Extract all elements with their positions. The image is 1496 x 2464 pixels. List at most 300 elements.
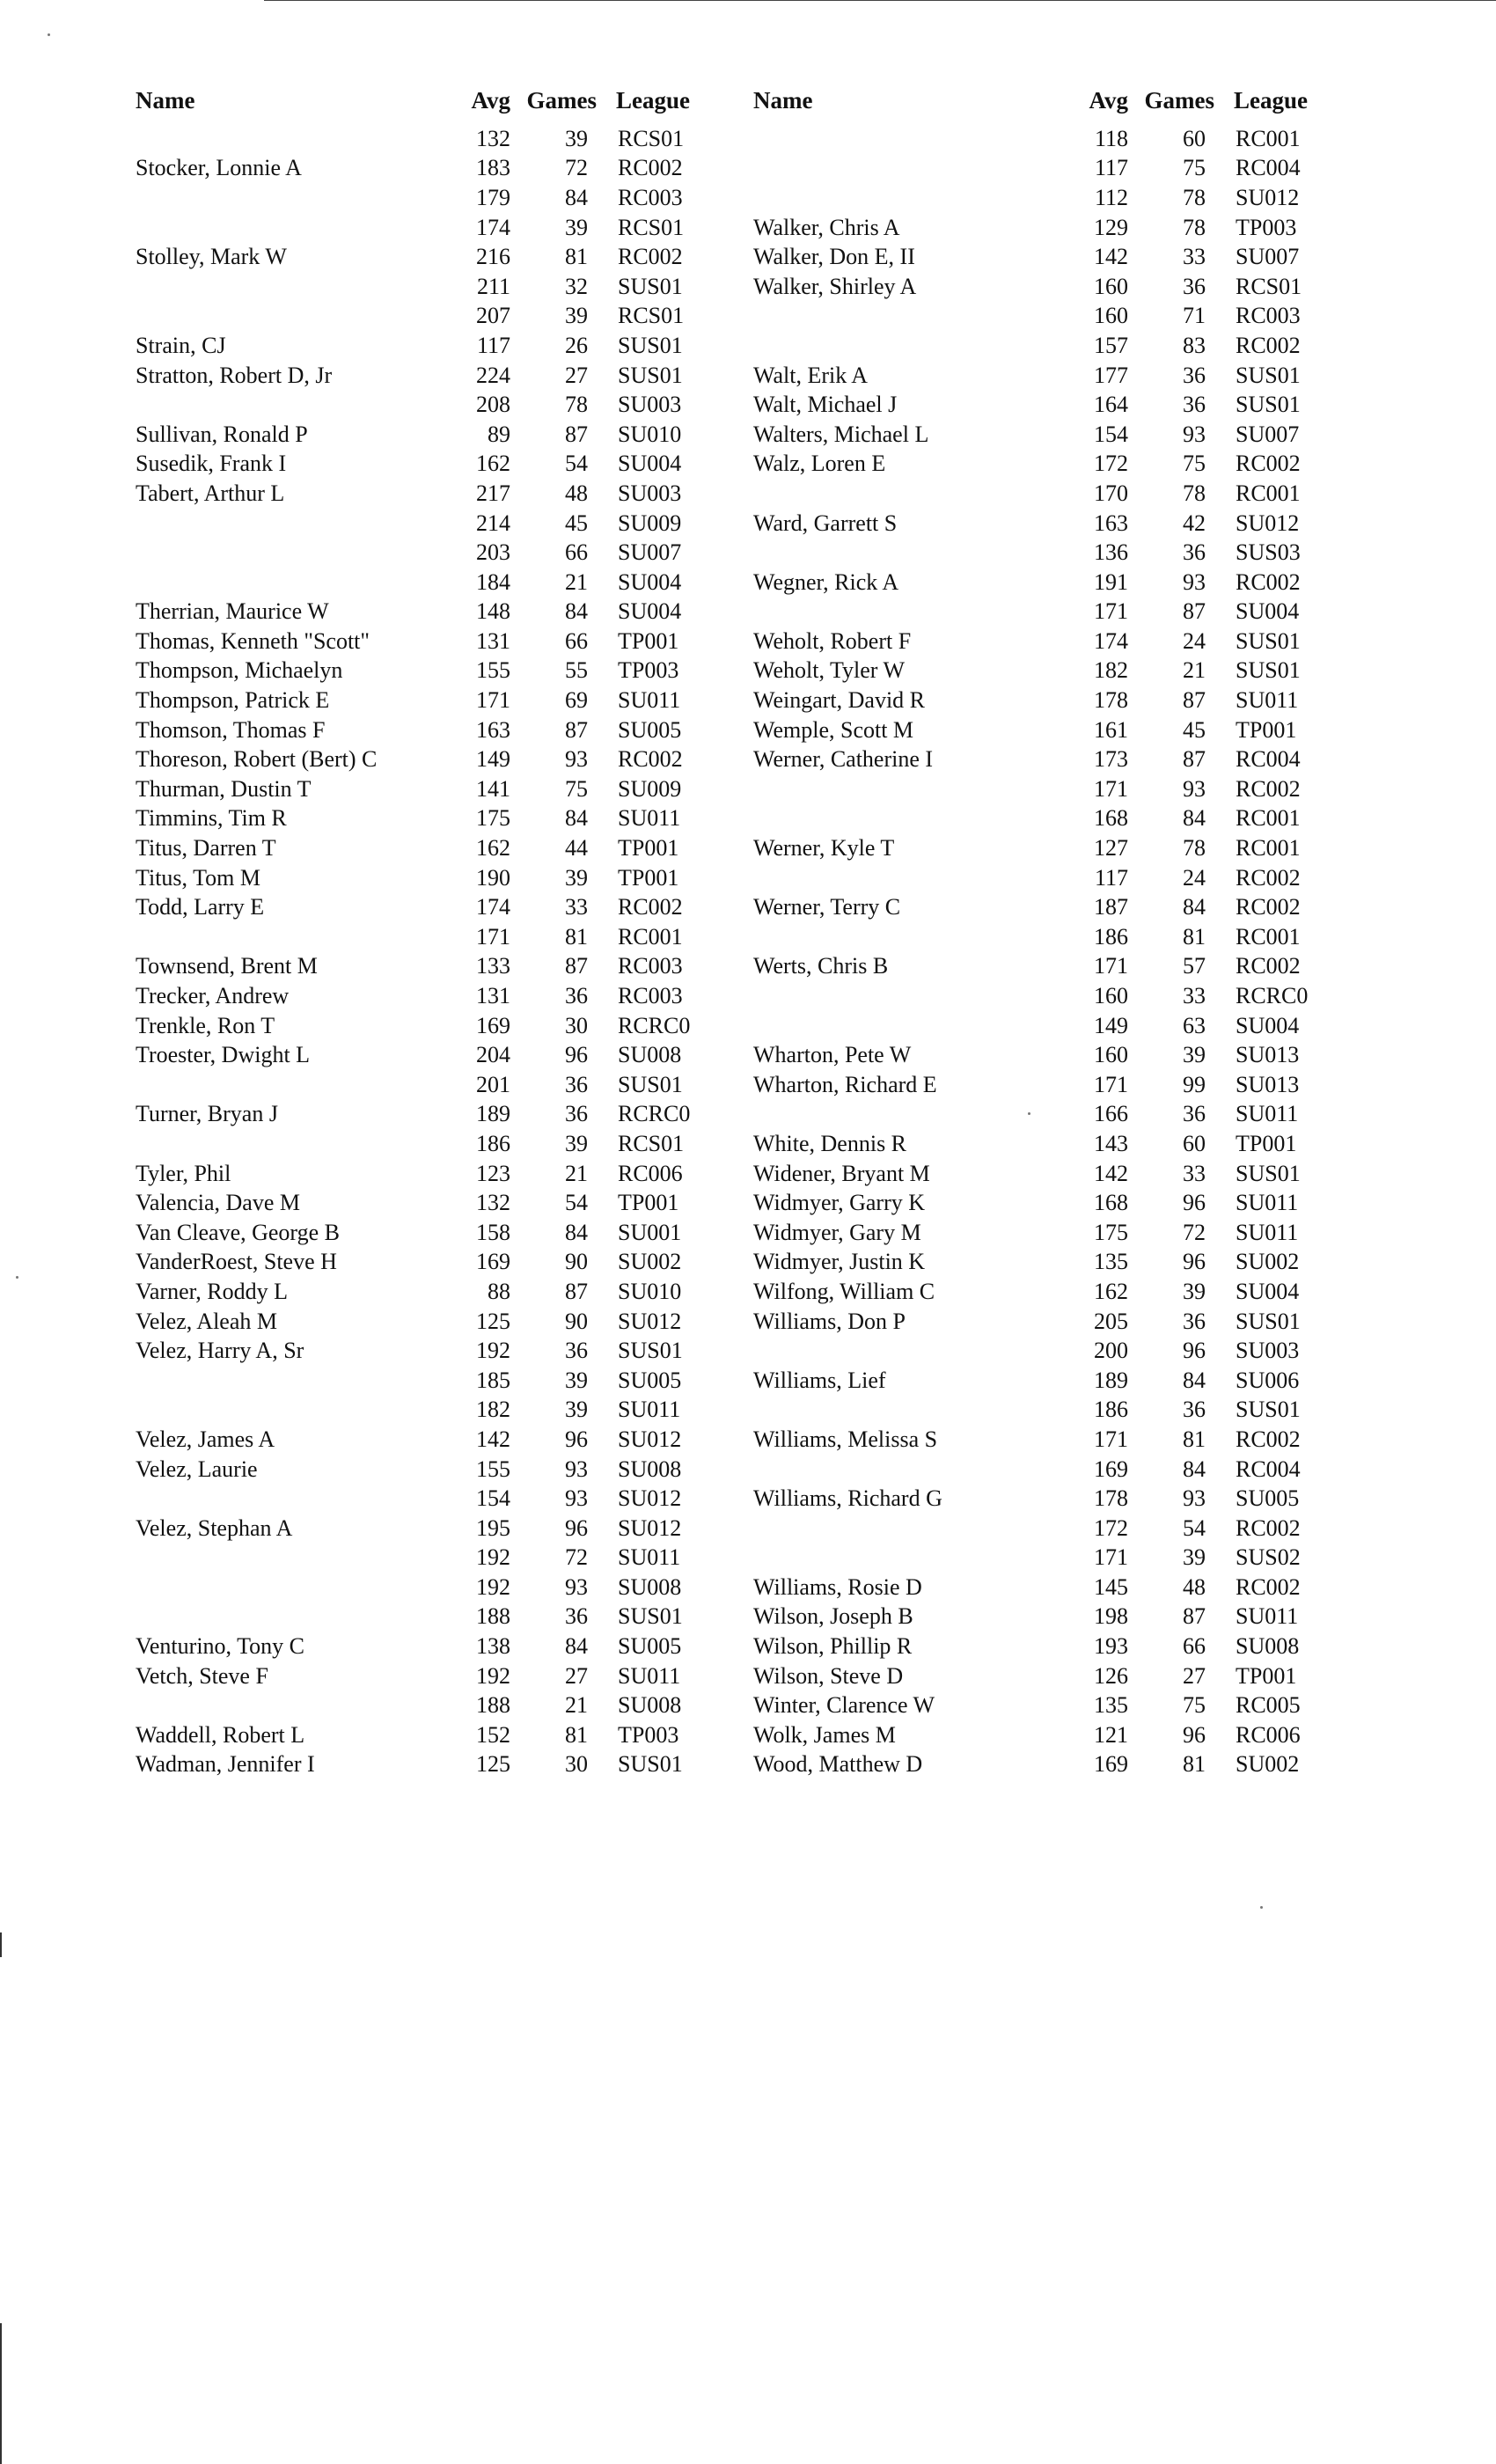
bowler-name: Thomas, Kenneth "Scott" bbox=[136, 627, 370, 654]
table-row bbox=[741, 1040, 1309, 1070]
bowler-average: 190 bbox=[476, 864, 510, 891]
games-count: 78 bbox=[1183, 184, 1206, 210]
league-code: RC002 bbox=[1236, 451, 1301, 477]
games-count: 83 bbox=[1183, 332, 1206, 358]
games-count: 39 bbox=[565, 125, 588, 151]
bowler-name: Townsend, Brent M bbox=[136, 953, 318, 979]
games-count: 63 bbox=[1183, 1012, 1206, 1038]
bowler-name: Thompson, Michaelyn bbox=[136, 657, 343, 684]
table-row bbox=[123, 1602, 691, 1632]
table-row bbox=[741, 242, 1309, 272]
games-count: 24 bbox=[1183, 864, 1206, 891]
bowler-average: 171 bbox=[1094, 775, 1128, 802]
bowler-average: 170 bbox=[1094, 480, 1128, 506]
table-row bbox=[741, 213, 1309, 243]
bowler-average: 89 bbox=[488, 421, 510, 447]
table-row bbox=[123, 568, 691, 598]
games-count: 87 bbox=[565, 421, 588, 447]
table-row bbox=[741, 390, 1309, 420]
bowler-average: 117 bbox=[1094, 155, 1128, 181]
games-count: 96 bbox=[565, 1426, 588, 1452]
bowler-name: Trecker, Andrew bbox=[136, 983, 290, 1009]
league-code: SU004 bbox=[618, 598, 682, 625]
bowler-name: Wemple, Scott M bbox=[753, 716, 914, 743]
bowler-name: Wilson, Joseph B bbox=[753, 1603, 913, 1630]
bowler-name: Wharton, Pete W bbox=[753, 1042, 912, 1068]
league-code: SUS01 bbox=[1236, 1397, 1301, 1423]
games-count: 39 bbox=[565, 864, 588, 891]
league-code: TP003 bbox=[618, 657, 679, 684]
games-count: 21 bbox=[565, 1160, 588, 1186]
games-count: 84 bbox=[565, 1219, 588, 1245]
table-row bbox=[741, 1632, 1309, 1661]
games-count: 90 bbox=[565, 1249, 588, 1275]
league-code: SU011 bbox=[1236, 1219, 1299, 1245]
bowler-name: Widmyer, Garry K bbox=[753, 1190, 926, 1216]
league-code: RC001 bbox=[1236, 480, 1301, 506]
table-row bbox=[123, 479, 691, 509]
league-code: RC002 bbox=[1236, 953, 1301, 979]
bowler-average: 182 bbox=[1094, 657, 1128, 684]
table-row bbox=[123, 213, 691, 243]
header-games: Games bbox=[526, 86, 597, 114]
games-count: 87 bbox=[1183, 687, 1206, 714]
table-row bbox=[741, 1129, 1309, 1159]
bowler-name: Tabert, Arthur L bbox=[136, 480, 285, 506]
table-row bbox=[123, 1425, 691, 1455]
header-avg: Avg bbox=[1089, 86, 1128, 114]
table-row bbox=[741, 1277, 1309, 1307]
bowler-average: 154 bbox=[1094, 421, 1128, 447]
league-code: RC003 bbox=[1236, 303, 1301, 329]
league-code: SUS01 bbox=[618, 362, 683, 388]
games-count: 84 bbox=[565, 805, 588, 832]
games-count: 57 bbox=[1183, 953, 1206, 979]
table-row bbox=[123, 1218, 691, 1248]
table-row bbox=[741, 1248, 1309, 1278]
table-row bbox=[741, 331, 1309, 361]
bowler-name: Werner, Kyle T bbox=[753, 835, 895, 862]
league-code: TP001 bbox=[1236, 716, 1297, 743]
bowler-average: 143 bbox=[1094, 1130, 1128, 1156]
games-count: 36 bbox=[1183, 362, 1206, 388]
league-code: RC002 bbox=[1236, 568, 1301, 595]
bowler-name: Velez, Stephan A bbox=[136, 1514, 293, 1541]
league-code: SUS02 bbox=[1236, 1544, 1301, 1571]
games-count: 36 bbox=[565, 1338, 588, 1364]
league-code: RC002 bbox=[1236, 1426, 1301, 1452]
bowler-average: 161 bbox=[1094, 716, 1128, 743]
league-code: SU008 bbox=[618, 1042, 682, 1068]
bowler-average: 169 bbox=[1094, 1456, 1128, 1482]
bowler-average: 214 bbox=[476, 510, 510, 536]
column-header-row bbox=[741, 84, 1309, 117]
table-row bbox=[123, 656, 691, 686]
league-code: SUS03 bbox=[1236, 539, 1301, 566]
table-row bbox=[123, 1632, 691, 1661]
bowler-average: 133 bbox=[476, 953, 510, 979]
bowler-average: 177 bbox=[1094, 362, 1128, 388]
bowler-name: Stocker, Lonnie A bbox=[136, 155, 302, 181]
league-code: RCRC0 bbox=[1236, 983, 1309, 1009]
table-row bbox=[741, 774, 1309, 804]
games-count: 71 bbox=[1183, 303, 1206, 329]
league-code: SU005 bbox=[1236, 1485, 1300, 1512]
league-code: RC006 bbox=[1236, 1721, 1301, 1748]
league-code: SU009 bbox=[618, 510, 682, 536]
games-count: 81 bbox=[565, 923, 588, 950]
bowler-average: 135 bbox=[1094, 1249, 1128, 1275]
bowler-average: 171 bbox=[476, 923, 510, 950]
table-row bbox=[123, 1129, 691, 1159]
bowler-name: Velez, James A bbox=[136, 1426, 275, 1452]
bowler-name: Widmyer, Justin K bbox=[753, 1249, 926, 1275]
league-code: SU004 bbox=[618, 568, 682, 595]
bowler-average: 129 bbox=[1094, 214, 1128, 240]
bowler-average: 154 bbox=[476, 1485, 510, 1512]
bowler-name: Valencia, Dave M bbox=[136, 1190, 300, 1216]
league-code: RC002 bbox=[1236, 1514, 1301, 1541]
league-code: RC002 bbox=[1236, 332, 1301, 358]
table-row bbox=[741, 1514, 1309, 1544]
league-code: RC006 bbox=[618, 1160, 683, 1186]
bowler-name: Williams, Don P bbox=[753, 1308, 906, 1334]
table-row bbox=[123, 922, 691, 952]
bowler-average: 166 bbox=[1094, 1101, 1128, 1127]
games-count: 66 bbox=[1183, 1633, 1206, 1660]
bowler-average: 131 bbox=[476, 983, 510, 1009]
table-row bbox=[741, 1544, 1309, 1573]
games-count: 45 bbox=[565, 510, 588, 536]
bowler-average: 160 bbox=[1094, 273, 1128, 299]
league-code: SU003 bbox=[618, 392, 682, 418]
league-code: SUS01 bbox=[1236, 1308, 1301, 1334]
league-code: RCS01 bbox=[618, 1130, 685, 1156]
bowler-average: 132 bbox=[476, 1190, 510, 1216]
table-row bbox=[123, 1336, 691, 1366]
bowler-name: Weingart, David R bbox=[753, 687, 926, 714]
bowler-average: 193 bbox=[1094, 1633, 1128, 1660]
games-count: 39 bbox=[565, 1367, 588, 1393]
table-row bbox=[123, 1690, 691, 1720]
table-row bbox=[123, 1188, 691, 1218]
league-code: SU005 bbox=[618, 1367, 682, 1393]
games-count: 39 bbox=[1183, 1278, 1206, 1304]
bowler-name: Wharton, Richard E bbox=[753, 1071, 937, 1097]
roster-rows-right bbox=[741, 124, 1309, 1779]
games-count: 81 bbox=[1183, 923, 1206, 950]
bowler-average: 132 bbox=[476, 125, 510, 151]
bowler-average: 162 bbox=[1094, 1278, 1128, 1304]
table-row bbox=[741, 833, 1309, 863]
roster-column-left bbox=[123, 84, 691, 1779]
bowler-name: Weholt, Tyler W bbox=[753, 657, 906, 684]
league-code: SU012 bbox=[618, 1308, 682, 1334]
bowler-name: Williams, Richard G bbox=[753, 1485, 942, 1512]
table-row bbox=[123, 1661, 691, 1691]
games-count: 87 bbox=[565, 1278, 588, 1304]
bowler-average: 172 bbox=[1094, 1514, 1128, 1541]
table-row bbox=[123, 302, 691, 332]
bowler-average: 211 bbox=[476, 273, 510, 299]
league-code: SU007 bbox=[1236, 244, 1300, 270]
table-row bbox=[741, 892, 1309, 922]
table-row bbox=[741, 715, 1309, 745]
league-code: TP001 bbox=[1236, 1130, 1297, 1156]
bowler-average: 169 bbox=[476, 1012, 510, 1038]
table-row bbox=[741, 1218, 1309, 1248]
bowler-average: 178 bbox=[1094, 687, 1128, 714]
bowler-name: Van Cleave, George B bbox=[136, 1219, 341, 1245]
bowler-name: Ward, Garrett S bbox=[753, 510, 898, 536]
table-row bbox=[741, 538, 1309, 568]
table-row bbox=[123, 242, 691, 272]
table-row bbox=[741, 1425, 1309, 1455]
bowler-average: 117 bbox=[1094, 864, 1128, 891]
bowler-average: 189 bbox=[1094, 1367, 1128, 1393]
games-count: 36 bbox=[565, 1071, 588, 1097]
table-row bbox=[741, 272, 1309, 302]
games-count: 69 bbox=[565, 687, 588, 714]
table-row bbox=[741, 302, 1309, 332]
league-code: SU011 bbox=[618, 687, 681, 714]
bowler-average: 187 bbox=[1094, 894, 1128, 920]
table-row bbox=[123, 1573, 691, 1602]
games-count: 33 bbox=[1183, 1160, 1206, 1186]
league-code: SU012 bbox=[618, 1485, 682, 1512]
header-name: Name bbox=[136, 86, 195, 114]
bowler-name: VanderRoest, Steve H bbox=[136, 1249, 337, 1275]
bowler-average: 205 bbox=[1094, 1308, 1128, 1334]
bowler-average: 217 bbox=[476, 480, 510, 506]
table-row bbox=[123, 1750, 691, 1780]
bowler-average: 183 bbox=[476, 155, 510, 181]
bowler-average: 174 bbox=[476, 214, 510, 240]
league-code: SU002 bbox=[1236, 1249, 1300, 1275]
league-code: RCRC0 bbox=[618, 1101, 691, 1127]
bowler-average: 191 bbox=[1094, 568, 1128, 595]
league-code: RCS01 bbox=[618, 125, 685, 151]
games-count: 42 bbox=[1183, 510, 1206, 536]
table-row bbox=[741, 863, 1309, 893]
bowler-name: Winter, Clarence W bbox=[753, 1692, 935, 1719]
bowler-average: 186 bbox=[1094, 923, 1128, 950]
bowler-average: 175 bbox=[1094, 1219, 1128, 1245]
league-code: SU011 bbox=[1236, 687, 1299, 714]
bowler-average: 88 bbox=[488, 1278, 510, 1304]
league-code: RC002 bbox=[618, 155, 683, 181]
table-row bbox=[123, 1159, 691, 1189]
league-code: SU005 bbox=[618, 716, 682, 743]
table-row bbox=[123, 598, 691, 627]
bowler-name: Titus, Darren T bbox=[136, 835, 276, 862]
table-row bbox=[123, 952, 691, 982]
league-code: RC001 bbox=[1236, 125, 1301, 151]
games-count: 39 bbox=[565, 1130, 588, 1156]
league-code: RC001 bbox=[618, 923, 683, 950]
league-code: RC001 bbox=[1236, 835, 1301, 862]
league-code: SU011 bbox=[618, 1397, 681, 1423]
games-count: 21 bbox=[565, 1692, 588, 1719]
league-code: SU002 bbox=[618, 1249, 682, 1275]
games-count: 45 bbox=[1183, 716, 1206, 743]
league-code: TP001 bbox=[618, 864, 679, 891]
league-code: SU004 bbox=[618, 451, 682, 477]
bowler-name: Wolk, James M bbox=[753, 1721, 896, 1748]
games-count: 36 bbox=[1183, 539, 1206, 566]
bowler-average: 192 bbox=[476, 1544, 510, 1571]
games-count: 99 bbox=[1183, 1071, 1206, 1097]
header-league: League bbox=[1234, 86, 1308, 114]
games-count: 93 bbox=[1183, 775, 1206, 802]
table-row bbox=[123, 715, 691, 745]
bowler-name: Tyler, Phil bbox=[136, 1160, 231, 1186]
bowler-average: 208 bbox=[476, 392, 510, 418]
column-header-row bbox=[123, 84, 691, 117]
games-count: 26 bbox=[565, 332, 588, 358]
table-row bbox=[123, 124, 691, 154]
league-code: SU007 bbox=[618, 539, 682, 566]
table-row bbox=[741, 1307, 1309, 1337]
bowler-average: 155 bbox=[476, 1456, 510, 1482]
bowler-name: Todd, Larry E bbox=[136, 894, 265, 920]
bowler-name: Williams, Lief bbox=[753, 1367, 886, 1393]
bowler-average: 155 bbox=[476, 657, 510, 684]
games-count: 32 bbox=[565, 273, 588, 299]
bowler-name: Stolley, Mark W bbox=[136, 244, 287, 270]
bowler-average: 168 bbox=[1094, 805, 1128, 832]
bowler-average: 141 bbox=[476, 775, 510, 802]
games-count: 54 bbox=[565, 451, 588, 477]
games-count: 96 bbox=[565, 1514, 588, 1541]
bowler-name: Walters, Michael L bbox=[753, 421, 929, 447]
games-count: 54 bbox=[1183, 1514, 1206, 1541]
bowler-average: 175 bbox=[476, 805, 510, 832]
league-code: SU012 bbox=[1236, 510, 1300, 536]
table-row bbox=[741, 686, 1309, 715]
bowler-average: 171 bbox=[1094, 1426, 1128, 1452]
bowler-average: 179 bbox=[476, 184, 510, 210]
table-row bbox=[123, 1070, 691, 1100]
games-count: 72 bbox=[1183, 1219, 1206, 1245]
league-code: RC002 bbox=[1236, 775, 1301, 802]
league-code: SU008 bbox=[618, 1573, 682, 1600]
games-count: 39 bbox=[565, 214, 588, 240]
bowler-average: 178 bbox=[1094, 1485, 1128, 1512]
games-count: 93 bbox=[565, 1485, 588, 1512]
table-row bbox=[123, 1455, 691, 1485]
league-code: SU007 bbox=[1236, 421, 1300, 447]
bowler-average: 152 bbox=[476, 1721, 510, 1748]
league-code: SUS01 bbox=[618, 1338, 683, 1364]
bowler-average: 142 bbox=[1094, 1160, 1128, 1186]
table-row bbox=[741, 361, 1309, 391]
games-count: 75 bbox=[1183, 155, 1206, 181]
games-count: 33 bbox=[1183, 244, 1206, 270]
league-code: SU008 bbox=[1236, 1633, 1300, 1660]
bowler-name: Susedik, Frank I bbox=[136, 451, 287, 477]
bowler-average: 164 bbox=[1094, 392, 1128, 418]
games-count: 81 bbox=[565, 1721, 588, 1748]
games-count: 96 bbox=[1183, 1338, 1206, 1364]
bowler-average: 192 bbox=[476, 1573, 510, 1600]
league-code: TP001 bbox=[618, 627, 679, 654]
games-count: 93 bbox=[565, 1456, 588, 1482]
bowler-name: Turner, Bryan J bbox=[136, 1101, 278, 1127]
league-code: SU004 bbox=[1236, 1278, 1300, 1304]
bowler-average: 171 bbox=[1094, 1071, 1128, 1097]
league-code: SU006 bbox=[1236, 1367, 1300, 1393]
games-count: 24 bbox=[1183, 627, 1206, 654]
bowler-average: 171 bbox=[476, 687, 510, 714]
league-code: SU011 bbox=[1236, 1190, 1299, 1216]
games-count: 87 bbox=[1183, 598, 1206, 625]
league-code: RC002 bbox=[618, 244, 683, 270]
bowler-average: 125 bbox=[476, 1308, 510, 1334]
bowler-average: 203 bbox=[476, 539, 510, 566]
league-code: RCRC0 bbox=[618, 1012, 691, 1038]
games-count: 84 bbox=[1183, 894, 1206, 920]
bowler-average: 169 bbox=[1094, 1751, 1128, 1778]
games-count: 81 bbox=[1183, 1426, 1206, 1452]
league-code: RC001 bbox=[1236, 805, 1301, 832]
bowler-average: 148 bbox=[476, 598, 510, 625]
games-count: 81 bbox=[1183, 1751, 1206, 1778]
bowler-name: Therrian, Maurice W bbox=[136, 598, 329, 625]
league-code: SUS01 bbox=[1236, 362, 1301, 388]
bowler-name: Thoreson, Robert (Bert) C bbox=[136, 746, 378, 773]
table-row bbox=[123, 538, 691, 568]
table-row bbox=[741, 804, 1309, 834]
bowler-average: 121 bbox=[1094, 1721, 1128, 1748]
league-code: SU011 bbox=[1236, 1101, 1299, 1127]
league-code: SU011 bbox=[1236, 1603, 1299, 1630]
bowler-average: 160 bbox=[1094, 983, 1128, 1009]
league-code: RC002 bbox=[1236, 1573, 1301, 1600]
bowler-average: 157 bbox=[1094, 332, 1128, 358]
bowler-average: 192 bbox=[476, 1662, 510, 1689]
table-row bbox=[741, 1336, 1309, 1366]
league-code: RC002 bbox=[1236, 864, 1301, 891]
table-row bbox=[741, 952, 1309, 982]
table-row bbox=[123, 1277, 691, 1307]
bowler-average: 142 bbox=[476, 1426, 510, 1452]
bowler-name: Williams, Melissa S bbox=[753, 1426, 938, 1452]
league-code: RC002 bbox=[1236, 894, 1301, 920]
league-code: TP003 bbox=[618, 1721, 679, 1748]
bowler-average: 182 bbox=[476, 1397, 510, 1423]
table-row bbox=[741, 981, 1309, 1011]
table-row bbox=[123, 1396, 691, 1426]
games-count: 48 bbox=[565, 480, 588, 506]
league-code: SU003 bbox=[618, 480, 682, 506]
bowler-name: Velez, Aleah M bbox=[136, 1308, 278, 1334]
league-code: SUS01 bbox=[618, 1071, 683, 1097]
league-code: RC002 bbox=[618, 746, 683, 773]
games-count: 90 bbox=[565, 1308, 588, 1334]
games-count: 36 bbox=[1183, 392, 1206, 418]
games-count: 93 bbox=[565, 1573, 588, 1600]
table-row bbox=[741, 154, 1309, 184]
games-count: 39 bbox=[565, 1397, 588, 1423]
league-code: SUS01 bbox=[618, 1603, 683, 1630]
table-row bbox=[123, 154, 691, 184]
bowler-name: Thurman, Dustin T bbox=[136, 775, 312, 802]
bowler-name: Walz, Loren E bbox=[753, 451, 886, 477]
bowler-average: 127 bbox=[1094, 835, 1128, 862]
scan-speck bbox=[16, 1276, 18, 1279]
league-code: SU010 bbox=[618, 421, 682, 447]
